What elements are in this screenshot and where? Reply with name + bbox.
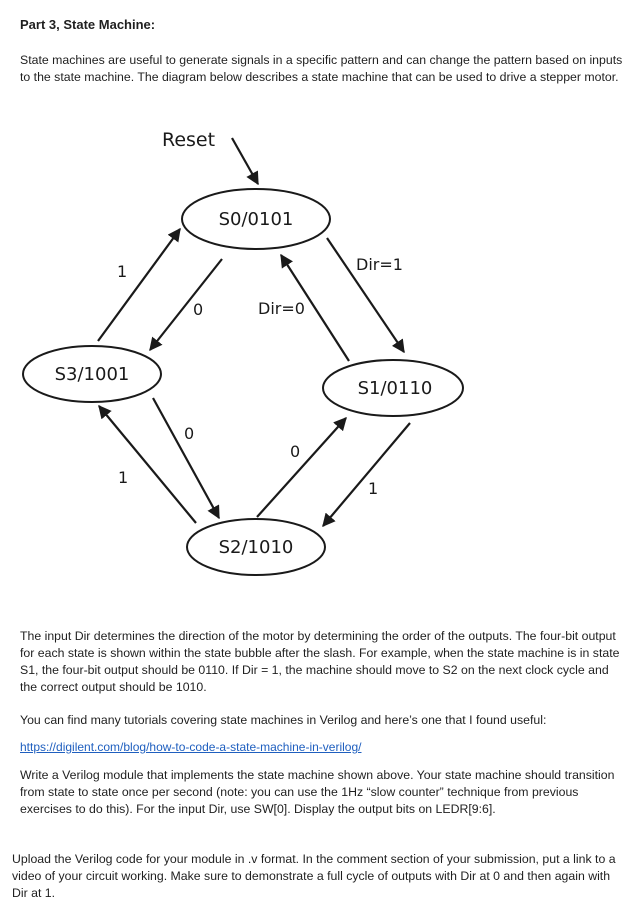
- edge-label-s2-to-s3: 1: [118, 468, 129, 487]
- edge-label-s1-to-s0: Dir=0: [258, 299, 305, 318]
- edge-label-s3-to-s0: 1: [117, 262, 128, 281]
- edge-label-s0-to-s1: Dir=1: [356, 255, 403, 274]
- state-s2-label: S2/1010: [218, 537, 294, 558]
- state-s3: [23, 346, 161, 402]
- state-s0: [182, 189, 330, 249]
- edge-label-s2-to-s1: 0: [290, 442, 301, 461]
- edge-s3-to-s0: [98, 229, 180, 341]
- paragraph-dir-explanation: The input Dir determines the direction of the motor by determining the order of the outputs. The four-bit output for each state is shown within the state bubble after the slash. For example, when the state machine is in state S1, the four-bit output should be 0110. If Dir = 1, the machine should move to S2 on the next clock cycle and the correct output should be 1010.: [20, 629, 620, 694]
- state-s1: [323, 360, 463, 416]
- edge-s3-to-s2: [153, 398, 219, 518]
- paragraph-verilog-task: Write a Verilog module that implements the state machine shown above. Your state machine should transition from state to state once per second (note: you can use the 1Hz “slow counter” technique from previous exercises to do this). For the input Dir, use SW[0]. Display the output bits on LEDR[9:6].: [20, 768, 615, 816]
- reset-label: Reset: [162, 129, 216, 151]
- edge-label-s0-to-s3: 0: [193, 300, 204, 319]
- state-machine-diagram: [0, 120, 644, 580]
- paragraph-tutorials: You can find many tutorials covering state machines in Verilog and here’s one that I found useful:: [20, 713, 547, 727]
- state-s0-label: S0/0101: [218, 209, 294, 230]
- edge-label-s1-to-s2: 1: [368, 479, 379, 498]
- edge-s1-to-s2: [323, 423, 410, 526]
- edge-s2-to-s3: [99, 406, 196, 523]
- edge-s0-to-s3: [150, 259, 222, 350]
- edge-s2-to-s1: [257, 418, 346, 517]
- state-s1-label: S1/0110: [357, 378, 433, 399]
- section-heading: Part 3, State Machine:: [20, 17, 156, 32]
- state-s3-label: S3/1001: [54, 364, 130, 385]
- state-s2: [187, 519, 325, 575]
- paragraph-submission: Upload the Verilog code for your module in .v format. In the comment section of your submission, put a link to a video of your circuit working. Make sure to demonstrate a full cycle of outputs with Dir at 0 and then again with Dir at 1.: [12, 852, 616, 900]
- reset-arrow: [232, 138, 258, 184]
- intro-paragraph: State machines are useful to generate signals in a specific pattern and can change the pattern based on inputs to the state machine. The diagram below describes a state machine that can be used to drive a stepper motor.: [20, 53, 623, 84]
- tutorial-link[interactable]: https://digilent.com/blog/how-to-code-a-state-machine-in-verilog/: [20, 740, 362, 754]
- edge-label-s3-to-s2: 0: [184, 424, 195, 443]
